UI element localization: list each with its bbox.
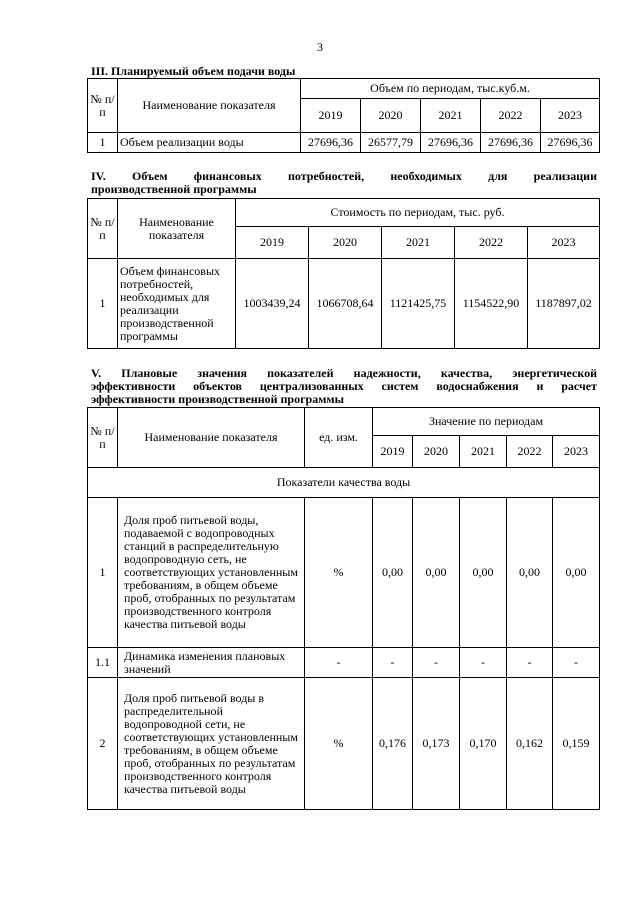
value-cell: 27696,36: [421, 133, 481, 153]
row-name: Динамика изменения плановых значений: [118, 648, 305, 678]
row-name: Объем реализации воды: [118, 133, 301, 153]
value-cell: 0,00: [553, 498, 600, 648]
row-unit: %: [305, 678, 373, 810]
table-row: [88, 259, 600, 349]
table-row: [88, 133, 600, 153]
year-header: 2020: [413, 436, 460, 468]
col-header-num: № п/п: [88, 199, 118, 259]
col-header-name: Наименование показателя: [118, 79, 301, 133]
quality-subheader: Показатели качества воды: [88, 468, 600, 498]
group-header: Стоимость по периодам, тыс. руб.: [236, 199, 600, 227]
value-cell: 27696,36: [481, 133, 541, 153]
group-header: Значение по периодам: [373, 408, 600, 436]
row-unit: %: [305, 498, 373, 648]
value-cell: 0,00: [413, 498, 460, 648]
row-name: Объем финансовых потребностей, необходимых для реализации производственной программы: [118, 259, 236, 349]
year-header: 2019: [301, 99, 361, 133]
table-row: [88, 678, 600, 810]
value-cell: -: [460, 648, 507, 678]
year-header: 2022: [481, 99, 541, 133]
year-header: 2022: [455, 227, 528, 259]
row-num: 2: [88, 678, 118, 810]
section-5-title-line1: V. Плановые значения показателей надежности, качества, энергетической: [91, 366, 597, 380]
section-5-title-line3: эффективности производственной программы: [91, 392, 344, 406]
year-header: 2020: [309, 227, 382, 259]
year-header: 2023: [553, 436, 600, 468]
year-header: 2021: [421, 99, 481, 133]
value-cell: 0,00: [507, 498, 553, 648]
col-header-name: Наименование показателя: [118, 408, 305, 468]
section-3-title: III. Планируемый объем подачи воды: [91, 64, 296, 78]
value-cell: 27696,36: [301, 133, 361, 153]
row-num: 1: [88, 259, 118, 349]
page-number: 3: [317, 40, 323, 54]
table-row: [88, 648, 600, 678]
row-name: Доля проб питьевой воды, подаваемой с водопроводных станций в распределительную водопроводную сеть, не соответствующих установленным требованиям, в общем объеме проб, отобранных по результатам производственного контроля качества питьевой воды: [118, 498, 305, 648]
value-cell: -: [507, 648, 553, 678]
section-5-title-line2: эффективности объектов централизованных систем водоснабжения и расчет: [91, 379, 597, 393]
col-header-name: Наименование показателя: [118, 199, 236, 259]
value-cell: 0,00: [373, 498, 413, 648]
row-unit: -: [305, 648, 373, 678]
value-cell: 0,00: [460, 498, 507, 648]
value-cell: 1154522,90: [455, 259, 528, 349]
section-3-table: [87, 78, 600, 153]
col-header-num: № п/п: [88, 408, 118, 468]
row-num: 1: [88, 133, 118, 153]
row-num: 1.1: [88, 648, 118, 678]
year-header: 2021: [382, 227, 455, 259]
value-cell: -: [413, 648, 460, 678]
section-5-table: [87, 407, 600, 810]
value-cell: 0,173: [413, 678, 460, 810]
year-header: 2019: [236, 227, 309, 259]
year-header: 2023: [528, 227, 600, 259]
year-header: 2020: [361, 99, 421, 133]
col-header-unit: ед. изм.: [305, 408, 373, 468]
value-cell: 1187897,02: [528, 259, 600, 349]
year-header: 2022: [507, 436, 553, 468]
value-cell: 1121425,75: [382, 259, 455, 349]
row-name: Доля проб питьевой воды в распределительной водопроводной сети, не соответствующих установленным требованиям, в общем объеме проб, отобранных по результатам производственного контроля качества питьевой воды: [118, 678, 305, 810]
year-header: 2021: [460, 436, 507, 468]
value-cell: 1003439,24: [236, 259, 309, 349]
row-num: 1: [88, 498, 118, 648]
table-row: [88, 498, 600, 648]
year-header: 2019: [373, 436, 413, 468]
value-cell: 26577,79: [361, 133, 421, 153]
year-header: 2023: [541, 99, 600, 133]
value-cell: 0,159: [553, 678, 600, 810]
value-cell: 0,170: [460, 678, 507, 810]
group-header: Объем по периодам, тыс.куб.м.: [301, 79, 600, 99]
section-4-table: [87, 198, 600, 349]
section-4-title-line2: производственной программы: [91, 182, 257, 196]
value-cell: -: [553, 648, 600, 678]
value-cell: 1066708,64: [309, 259, 382, 349]
value-cell: -: [373, 648, 413, 678]
value-cell: 0,162: [507, 678, 553, 810]
section-4-title-line1: IV. Объем финансовых потребностей, необходимых для реализации: [91, 169, 597, 183]
value-cell: 27696,36: [541, 133, 600, 153]
value-cell: 0,176: [373, 678, 413, 810]
col-header-num: № п/п: [88, 79, 118, 133]
